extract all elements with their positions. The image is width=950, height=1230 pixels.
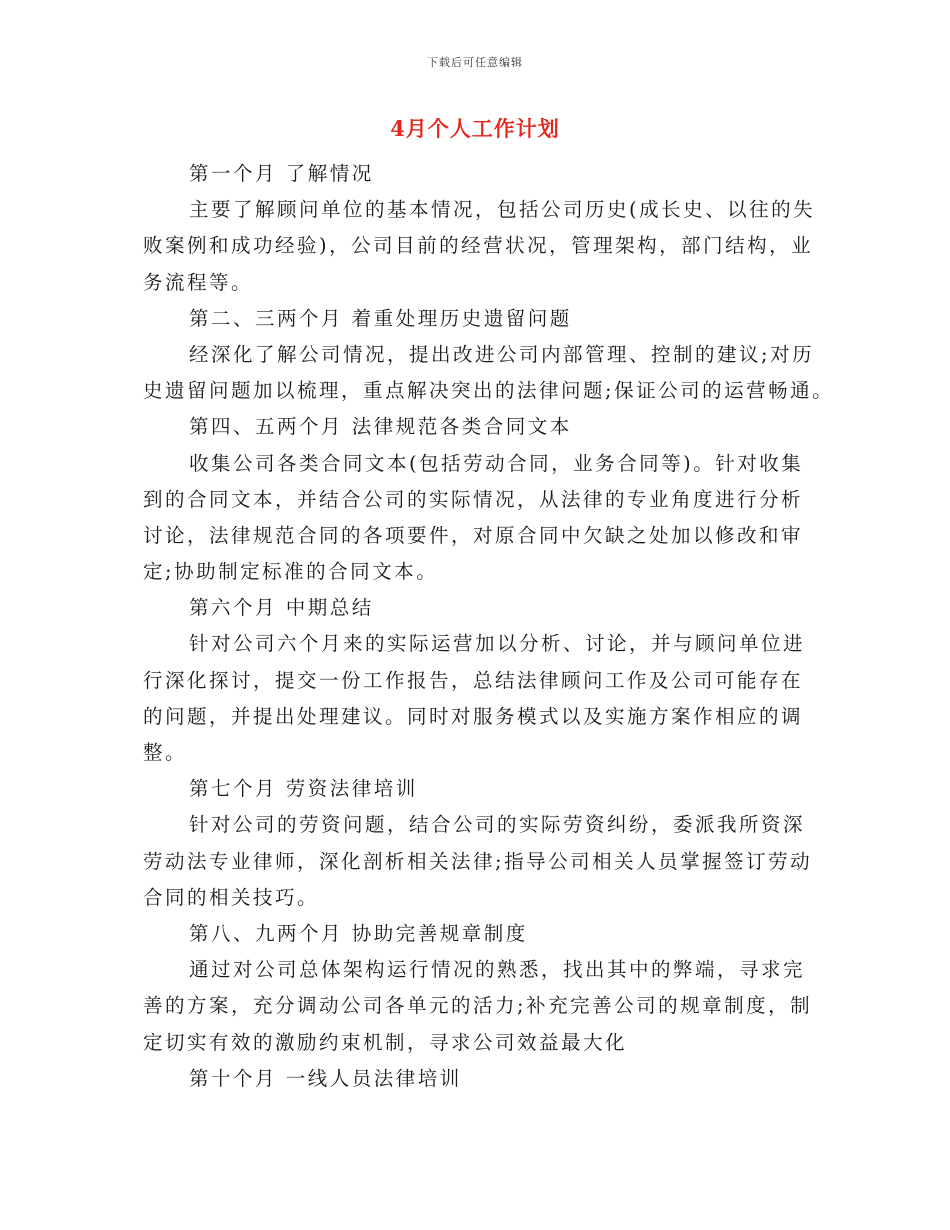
header-note: 下载后可任意编辑 (427, 56, 523, 69)
section-heading: 第六个月 中期总结 (189, 596, 374, 620)
paragraph-line: 劳动法专业律师，深化剖析相关法律;指导公司相关人员掌握签订劳动 (143, 849, 813, 873)
paragraph-line: 主要了解顾问单位的基本情况，包括公司历史(成长史、以往的失 (189, 198, 816, 222)
paragraph-line: 收集公司各类合同文本(包括劳动合同，业务合同等)。针对收集 (189, 451, 804, 475)
paragraph-line: 行深化探讨，提交一份工作报告，总结法律顾问工作及公司可能存在 (143, 668, 804, 692)
paragraph-line: 定切实有效的激励约束机制，寻求公司效益最大化 (143, 1030, 628, 1054)
document-body (143, 156, 835, 1097)
section-heading: 第二、三两个月 着重处理历史遗留问题 (189, 306, 572, 330)
paragraph-line: 史遗留问题加以梳理，重点解决突出的法律问题;保证公司的运营畅通。 (143, 379, 835, 403)
section-heading: 第八、九两个月 协助完善规章制度 (189, 921, 528, 945)
paragraph-line: 到的合同文本，并结合公司的实际情况，从法律的专业角度进行分析 (143, 487, 804, 511)
paragraph-line: 经深化了解公司情况，提出改进公司内部管理、控制的建议;对历 (189, 342, 815, 366)
section-heading: 第七个月 劳资法律培训 (189, 777, 418, 801)
section-heading: 第一个月 了解情况 (189, 162, 374, 185)
paragraph-line: 定;协助制定标准的合同文本。 (143, 560, 439, 584)
paragraph-line: 整。 (143, 741, 188, 764)
paragraph-line: 讨论，法律规范合同的各项要件，对原合同中欠缺之处加以修改和审 (143, 523, 804, 547)
paragraph-line: 的问题，并提出处理建议。同时对服务模式以及实施方案作相应的调 (143, 704, 804, 728)
paragraph-line: 通过对公司总体架构运行情况的熟悉，找出其中的弊端，寻求完 (189, 958, 806, 982)
paragraph-line: 败案例和成功经验)，公司目前的经营状况，管理架构，部门结构，业 (143, 234, 814, 258)
section-heading: 第十个月 一线人员法律培训 (189, 1066, 462, 1090)
paragraph-line: 合同的相关技巧。 (143, 885, 320, 909)
paragraph-line: 针对公司六个月来的实际运营加以分析、讨论，并与顾问单位进 (189, 632, 806, 656)
paragraph-line: 针对公司的劳资问题，结合公司的实际劳资纠纷，委派我所资深 (189, 813, 806, 837)
paragraph-line: 务流程等。 (143, 270, 254, 294)
section-heading: 第四、五两个月 法律规范各类合同文本 (189, 415, 572, 439)
paragraph-line: 善的方案，充分调动公司各单元的活力;补充完善公司的规章制度，制 (143, 994, 813, 1018)
document-title: 4月个人工作计划 (390, 116, 560, 141)
